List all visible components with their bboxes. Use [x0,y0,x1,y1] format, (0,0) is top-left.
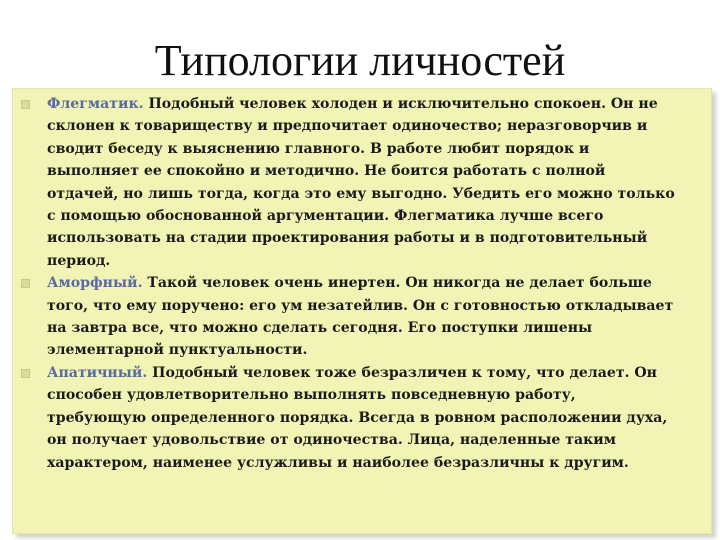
content-box [12,88,712,534]
list-item-amorphous [37,272,679,362]
item-text: Такой человек очень инертен. Он никогда не делает больше того, что ему поручено: его ум незатейлив. Он с готовностью откладывает на завтра все, что можно сделать сегодня. Его поступки лишены элементарной пунктуальности. [47,275,674,359]
item-term: Апатичный. [47,364,148,381]
list-item-phlegmatic [37,93,679,272]
item-text: Подобный человек холоден и исключительно спокоен. Он не склонен к товариществу и предпочитает одиночество; неразговорчив и сводит беседу к выяснению главного. В работе любит порядок и выполняет ее спокойно и методично. Не боится работать с полной отдачей, но лишь тогда, когда это ему выгодно. Убедить его можно только с помощью обоснованной аргументации. Флегматика лучше всего использовать на стадии проектирования работы и в подготовительный период. [47,96,675,269]
square-bullet-icon [21,100,30,109]
slide-title: Типологии личностей [154,36,566,85]
item-text: Подобный человек тоже безразличен к тому, что делает. Он способен удовлетворительно выполнять повседневную работу, требующую определенного порядка. Всегда в ровном расположении духа, он получает удовольствие от одиночества. Лица, наделенные таким характером, наименее услужливы и наиболее безразличны к другим. [47,364,668,471]
list-item-apathetic [37,362,679,474]
square-bullet-icon [21,369,30,378]
square-bullet-icon [21,279,30,288]
bullet-list [13,89,711,474]
item-term: Аморфный. [47,275,143,292]
item-term: Флегматик. [47,96,144,112]
